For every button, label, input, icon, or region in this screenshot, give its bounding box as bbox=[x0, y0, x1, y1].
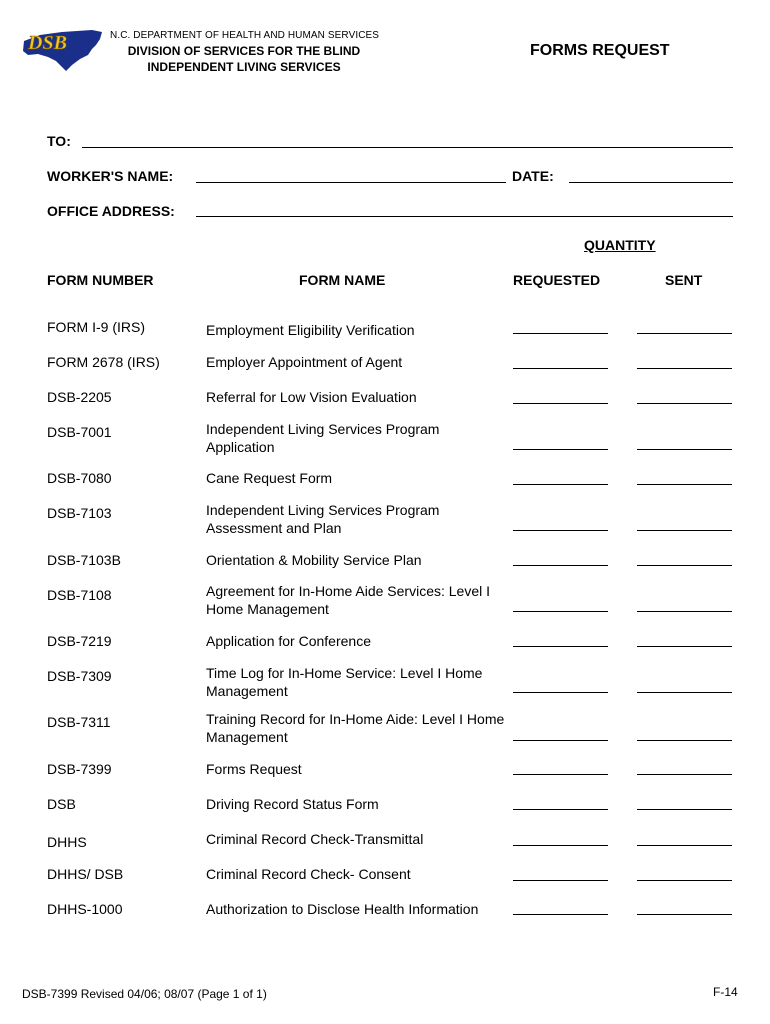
form-name-header: FORM NAME bbox=[299, 272, 386, 288]
sent-qty-field[interactable] bbox=[637, 565, 732, 566]
form-name: Independent Living Services Program Application bbox=[206, 421, 440, 455]
form-name: Forms Request bbox=[206, 761, 302, 777]
form-number: DSB-7103 bbox=[47, 505, 112, 521]
sent-qty-field[interactable] bbox=[637, 333, 732, 334]
form-name: Referral for Low Vision Evaluation bbox=[206, 389, 417, 405]
form-name: Employer Appointment of Agent bbox=[206, 354, 403, 370]
requested-qty-field[interactable] bbox=[513, 809, 608, 810]
worker-name-field[interactable] bbox=[196, 182, 506, 183]
form-name: Driving Record Status Form bbox=[206, 796, 379, 812]
to-label: TO: bbox=[47, 133, 71, 149]
form-number-header: FORM NUMBER bbox=[47, 272, 154, 288]
form-number: DSB-2205 bbox=[47, 389, 112, 405]
form-number: DHHS bbox=[47, 834, 87, 850]
sent-qty-field[interactable] bbox=[637, 646, 732, 647]
form-number: FORM 2678 (IRS) bbox=[47, 354, 160, 370]
form-number: DSB bbox=[47, 796, 76, 812]
requested-qty-field[interactable] bbox=[513, 333, 608, 334]
form-number: DSB-7311 bbox=[47, 714, 111, 730]
requested-qty-field[interactable] bbox=[513, 774, 608, 775]
sent-qty-field[interactable] bbox=[637, 611, 732, 612]
logo-text: DSB bbox=[28, 32, 67, 54]
form-name: Agreement for In-Home Aide Services: Level I Home Management bbox=[206, 583, 491, 617]
page-title: FORMS REQUEST bbox=[530, 42, 670, 59]
requested-qty-field[interactable] bbox=[513, 880, 608, 881]
requested-qty-field[interactable] bbox=[513, 611, 608, 612]
form-name: Independent Living Services Program Assessment and Plan bbox=[206, 502, 440, 536]
sent-qty-field[interactable] bbox=[637, 845, 732, 846]
sent-qty-field[interactable] bbox=[637, 484, 732, 485]
program-name: INDEPENDENT LIVING SERVICES bbox=[147, 60, 341, 74]
date-label: DATE: bbox=[512, 168, 554, 184]
requested-qty-field[interactable] bbox=[513, 530, 608, 531]
form-number: DSB-7108 bbox=[47, 587, 112, 603]
sent-qty-field[interactable] bbox=[637, 530, 732, 531]
requested-qty-field[interactable] bbox=[513, 845, 608, 846]
requested-qty-field[interactable] bbox=[513, 403, 608, 404]
page-code: F-14 bbox=[713, 985, 738, 999]
form-name: Criminal Record Check- Consent bbox=[206, 866, 411, 882]
form-name: Employment Eligibility Verification bbox=[206, 322, 415, 338]
requested-header: REQUESTED bbox=[513, 272, 601, 288]
nc-state-map-icon bbox=[22, 27, 104, 73]
form-name: Cane Request Form bbox=[206, 470, 333, 486]
sent-header: SENT bbox=[665, 272, 703, 288]
office-address-label: OFFICE ADDRESS: bbox=[47, 203, 175, 219]
to-field[interactable] bbox=[82, 147, 733, 148]
office-address-field[interactable] bbox=[196, 216, 733, 217]
form-number: DSB-7080 bbox=[47, 470, 112, 486]
form-name: Authorization to Disclose Health Information bbox=[206, 901, 479, 917]
sent-qty-field[interactable] bbox=[637, 368, 732, 369]
requested-qty-field[interactable] bbox=[513, 484, 608, 485]
requested-qty-field[interactable] bbox=[513, 449, 608, 450]
worker-name-label: WORKER'S NAME: bbox=[47, 168, 174, 184]
date-field[interactable] bbox=[569, 182, 733, 183]
dsb-logo bbox=[22, 27, 104, 73]
form-number: DHHS-1000 bbox=[47, 901, 123, 917]
sent-qty-field[interactable] bbox=[637, 403, 732, 404]
revision-footer: DSB-7399 Revised 04/06; 08/07 (Page 1 of 1) bbox=[22, 987, 267, 1001]
form-number: DSB-7103B bbox=[47, 552, 121, 568]
requested-qty-field[interactable] bbox=[513, 914, 608, 915]
form-name: Application for Conference bbox=[206, 633, 371, 649]
requested-qty-field[interactable] bbox=[513, 646, 608, 647]
form-number: FORM I-9 (IRS) bbox=[47, 319, 145, 335]
requested-qty-field[interactable] bbox=[513, 740, 608, 741]
sent-qty-field[interactable] bbox=[637, 774, 732, 775]
form-number: DHHS/ DSB bbox=[47, 866, 124, 882]
form-name: Training Record for In-Home Aide: Level I Home Management bbox=[206, 711, 505, 745]
requested-qty-field[interactable] bbox=[513, 692, 608, 693]
sent-qty-field[interactable] bbox=[637, 880, 732, 881]
department-name: N.C. DEPARTMENT OF HEALTH AND HUMAN SERVICES bbox=[110, 30, 380, 41]
requested-qty-field[interactable] bbox=[513, 565, 608, 566]
requested-qty-field[interactable] bbox=[513, 368, 608, 369]
form-name: Criminal Record Check-Transmittal bbox=[206, 831, 424, 847]
form-number: DSB-7399 bbox=[47, 761, 112, 777]
form-number: DSB-7001 bbox=[47, 424, 112, 440]
sent-qty-field[interactable] bbox=[637, 740, 732, 741]
form-name: Time Log for In-Home Service: Level I Home Management bbox=[206, 665, 483, 699]
sent-qty-field[interactable] bbox=[637, 692, 732, 693]
form-name: Orientation & Mobility Service Plan bbox=[206, 552, 422, 568]
sent-qty-field[interactable] bbox=[637, 914, 732, 915]
division-name: DIVISION OF SERVICES FOR THE BLIND bbox=[127, 44, 361, 58]
sent-qty-field[interactable] bbox=[637, 809, 732, 810]
sent-qty-field[interactable] bbox=[637, 449, 732, 450]
quantity-header: QUANTITY bbox=[584, 237, 656, 253]
form-number: DSB-7309 bbox=[47, 668, 112, 684]
form-number: DSB-7219 bbox=[47, 633, 112, 649]
